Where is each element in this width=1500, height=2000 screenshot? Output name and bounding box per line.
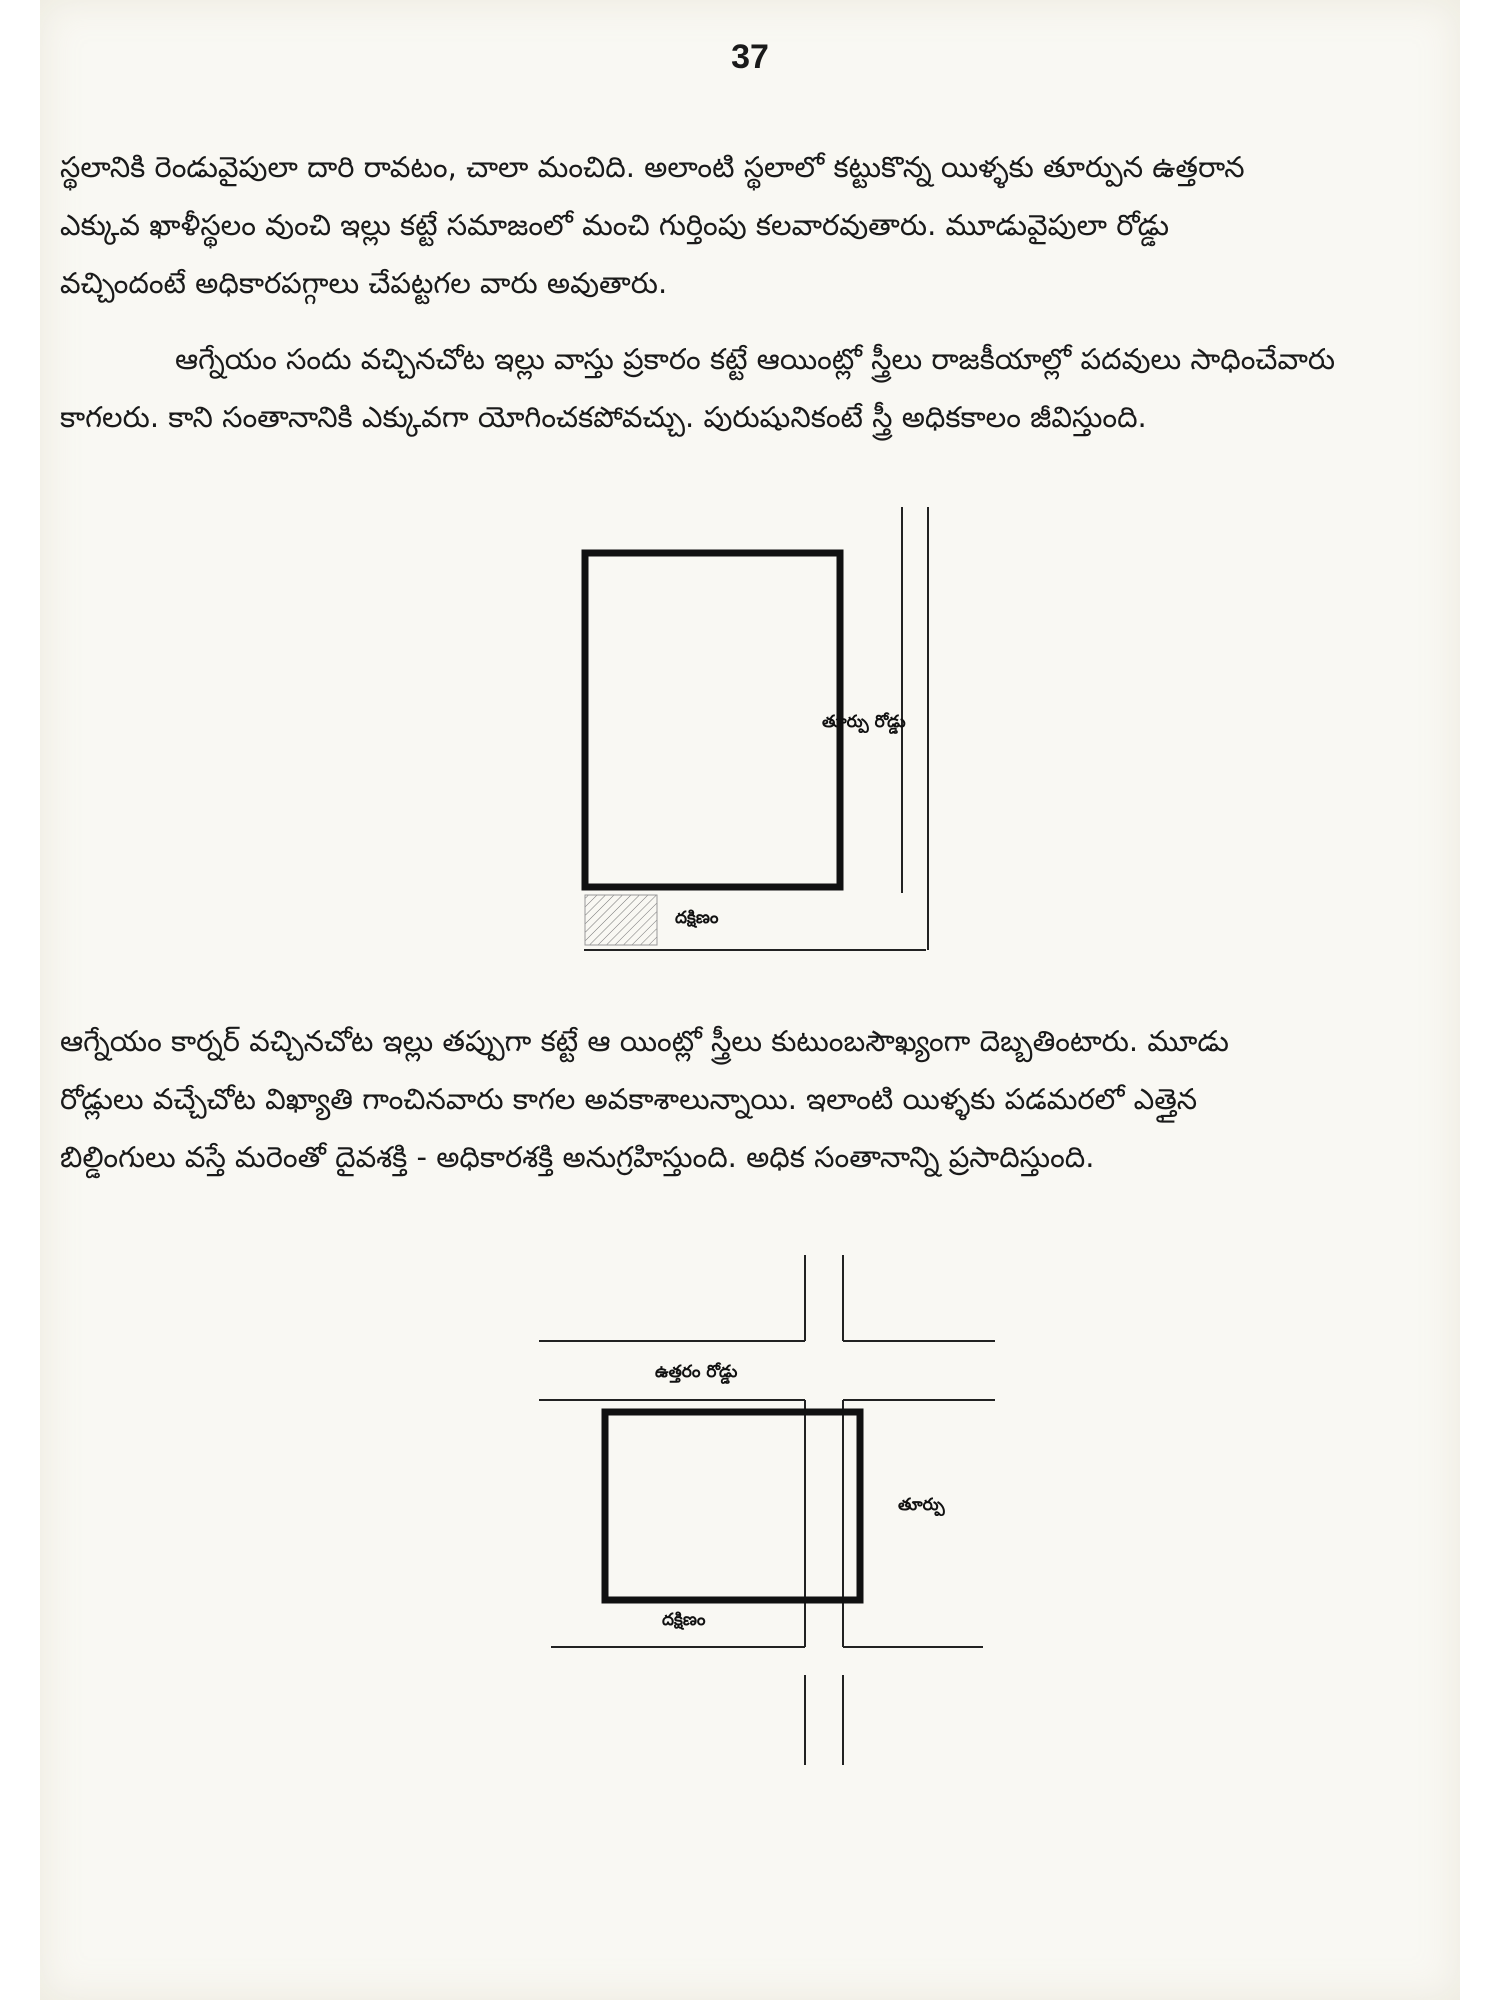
house-plot-outline bbox=[585, 553, 840, 887]
east-label: తూర్పు bbox=[898, 1495, 945, 1515]
house-plot-outline bbox=[605, 1412, 860, 1600]
paragraph-3 bbox=[60, 1012, 1440, 1186]
north-road-label: ఉత్తరం రోడ్డు bbox=[655, 1362, 738, 1382]
text-line: ఆగ్నేయం కార్నర్ వచ్చినచోట ఇల్లు తప్పుగా కట్టే ఆ యింట్లో స్త్రీలు కుటుంబసౌఖ్యంగా దెబ్బతింటారు. మూడు bbox=[60, 1024, 1229, 1058]
paragraph-2 bbox=[60, 330, 1440, 446]
page-number: 37 bbox=[731, 38, 769, 76]
south-label-1: దక్షిణం bbox=[675, 908, 719, 928]
text-line: బిల్డింగులు వస్తే మరెంతో దైవశక్తి - అధికారశక్తి అనుగ్రహిస్తుంది. అధిక సంతానాన్ని ప్రసాదిస్తుంది. bbox=[60, 1140, 1095, 1174]
paragraph-1 bbox=[60, 138, 1440, 312]
south-east-corner-hatch bbox=[585, 895, 657, 945]
east-road-label: తూర్పు రోడ్డు bbox=[822, 712, 906, 732]
text-line: వచ్చిందంటే అధికారపగ్గాలు చేపట్టగల వారు అవుతారు. bbox=[60, 266, 668, 300]
text-line: స్థలానికి రెండువైపులా దారి రావటం, చాలా మంచిది. అలాంటి స్థలాలో కట్టుకొన్న యిళ్ళకు తూర్పున ఉత్తరాన bbox=[60, 150, 1245, 184]
south-label-2: దక్షిణం bbox=[662, 1610, 706, 1630]
text-line: కాగలరు. కాని సంతానానికి ఎక్కువగా యోగించకపోవచ్చు. పురుషునికంటే స్త్రీ అధికకాలం జీవిస్తుంది. bbox=[60, 400, 1147, 434]
book-page bbox=[40, 0, 1460, 2000]
text-line: ఎక్కువ ఖాళీస్థలం వుంచి ఇల్లు కట్టే సమాజంలో మంచి గుర్తింపు కలవారవుతారు. మూడువైపులా రోడ్డు bbox=[60, 208, 1170, 242]
text-line: రోడ్లులు వచ్చేచోట విఖ్యాతి గాంచినవారు కాగల అవకాశాలున్నాయి. ఇలాంటి యిళ్ళకు పడమరలో ఎత్తైన bbox=[60, 1082, 1198, 1116]
text-line: ఆగ్నేయం సందు వచ్చినచోట ఇల్లు వాస్తు ప్రకారం కట్టే ఆయింట్లో స్త్రీలు రాజకీయాల్లో పదవులు సాధించేవారు bbox=[175, 342, 1336, 376]
